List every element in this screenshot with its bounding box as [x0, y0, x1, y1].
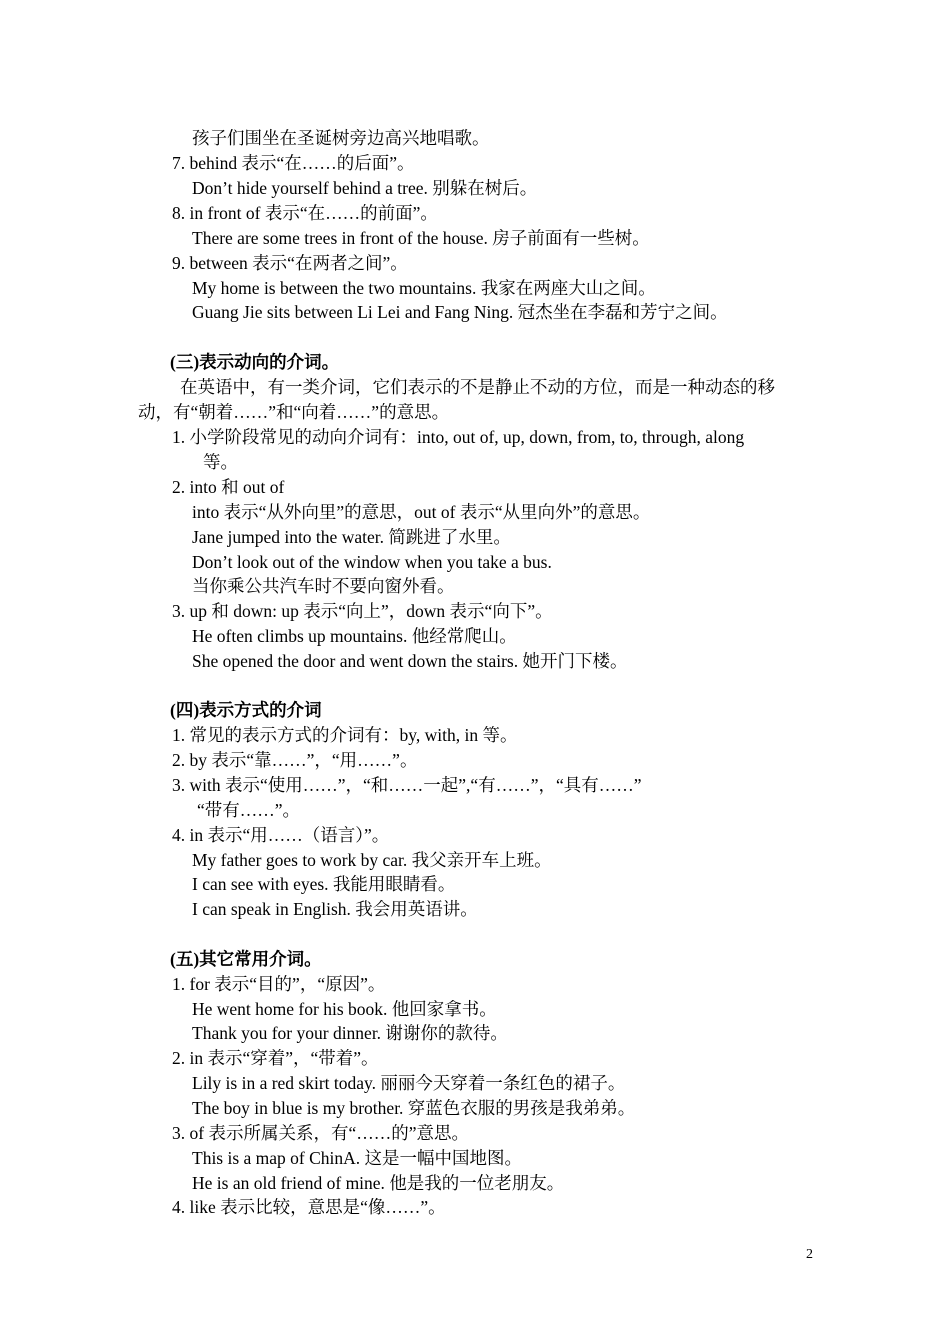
text-line: He often climbs up mountains. 他经常爬山。	[192, 626, 517, 646]
text-line: He went home for his book. 他回家拿书。	[192, 999, 497, 1019]
text-line: 2. into 和 out of	[172, 477, 285, 497]
text-line: 动，有“朝着……”和“向着……”的意思。	[138, 402, 450, 422]
text-line: The boy in blue is my brother. 穿蓝色衣服的男孩是我弟弟。	[192, 1098, 636, 1118]
section-heading: (三)表示动向的介词。	[170, 352, 340, 372]
text-line: Thank you for your dinner. 谢谢你的款待。	[192, 1023, 508, 1043]
text-line: She opened the door and went down the stairs. 她开门下楼。	[192, 651, 628, 671]
text-line: This is a map of ChinA. 这是一幅中国地图。	[192, 1148, 523, 1168]
text-line: Lily is in a red skirt today. 丽丽今天穿着一条红色的裙子。	[192, 1073, 626, 1093]
text-line: 在英语中，有一类介词，它们表示的不是静止不动的方位，而是一种动态的移	[180, 377, 775, 397]
text-line: Don’t look out of the window when you take a bus.	[192, 552, 552, 572]
text-line: 当你乘公共汽车时不要向窗外看。	[192, 576, 455, 596]
text-line: He is an old friend of mine. 他是我的一位老朋友。	[192, 1173, 565, 1193]
text-line: My home is between the two mountains. 我家在两座大山之间。	[192, 278, 656, 298]
section-heading: (五)其它常用介词。	[170, 949, 322, 969]
text-line: Guang Jie sits between Li Lei and Fang Ning. 冠杰坐在李磊和芳宁之间。	[192, 302, 728, 322]
text-line: 4. like 表示比较，意思是“像……”。	[172, 1197, 446, 1217]
text-line: I can speak in English. 我会用英语讲。	[192, 899, 478, 919]
text-line: 3. with 表示“使用……”，“和……一起”,“有……”，“具有……”	[172, 775, 642, 795]
text-line: 7. behind 表示“在……的后面”。	[172, 153, 415, 173]
text-line: 等。	[203, 452, 238, 472]
page-number: 2	[806, 1247, 813, 1262]
text-line: 9. between 表示“在两者之间”。	[172, 253, 408, 273]
text-line: 1. for 表示“目的”，“原因”。	[172, 974, 386, 994]
text-line: 4. in 表示“用……（语言）”。	[172, 825, 390, 845]
text-line: There are some trees in front of the house. 房子前面有一些树。	[192, 228, 650, 248]
text-line: “带有……”。	[197, 800, 301, 820]
text-line: I can see with eyes. 我能用眼睛看。	[192, 874, 456, 894]
text-line: Don’t hide yourself behind a tree. 别躲在树后。	[192, 178, 538, 198]
text-line: 孩子们围坐在圣诞树旁边高兴地唱歌。	[192, 128, 490, 148]
text-line: My father goes to work by car. 我父亲开车上班。	[192, 850, 552, 870]
text-line: 1. 常见的表示方式的介词有：by, with, in 等。	[172, 725, 518, 745]
text-line: 2. by 表示“靠……”，“用……”。	[172, 750, 418, 770]
text-line: into 表示“从外向里”的意思，out of 表示“从里向外”的意思。	[192, 502, 651, 522]
text-line: 8. in front of 表示“在……的前面”。	[172, 203, 438, 223]
text-line: 3. up 和 down: up 表示“向上”，down 表示“向下”。	[172, 601, 553, 621]
text-line: Jane jumped into the water. 简跳进了水里。	[192, 527, 511, 547]
text-line: 2. in 表示“穿着”，“带着”。	[172, 1048, 379, 1068]
text-line: 1. 小学阶段常见的动向介词有：into, out of, up, down, from, to, through, along	[172, 427, 745, 447]
text-line: 3. of 表示所属关系，有“……的”意思。	[172, 1123, 469, 1143]
section-heading: (四)表示方式的介词	[170, 700, 322, 720]
